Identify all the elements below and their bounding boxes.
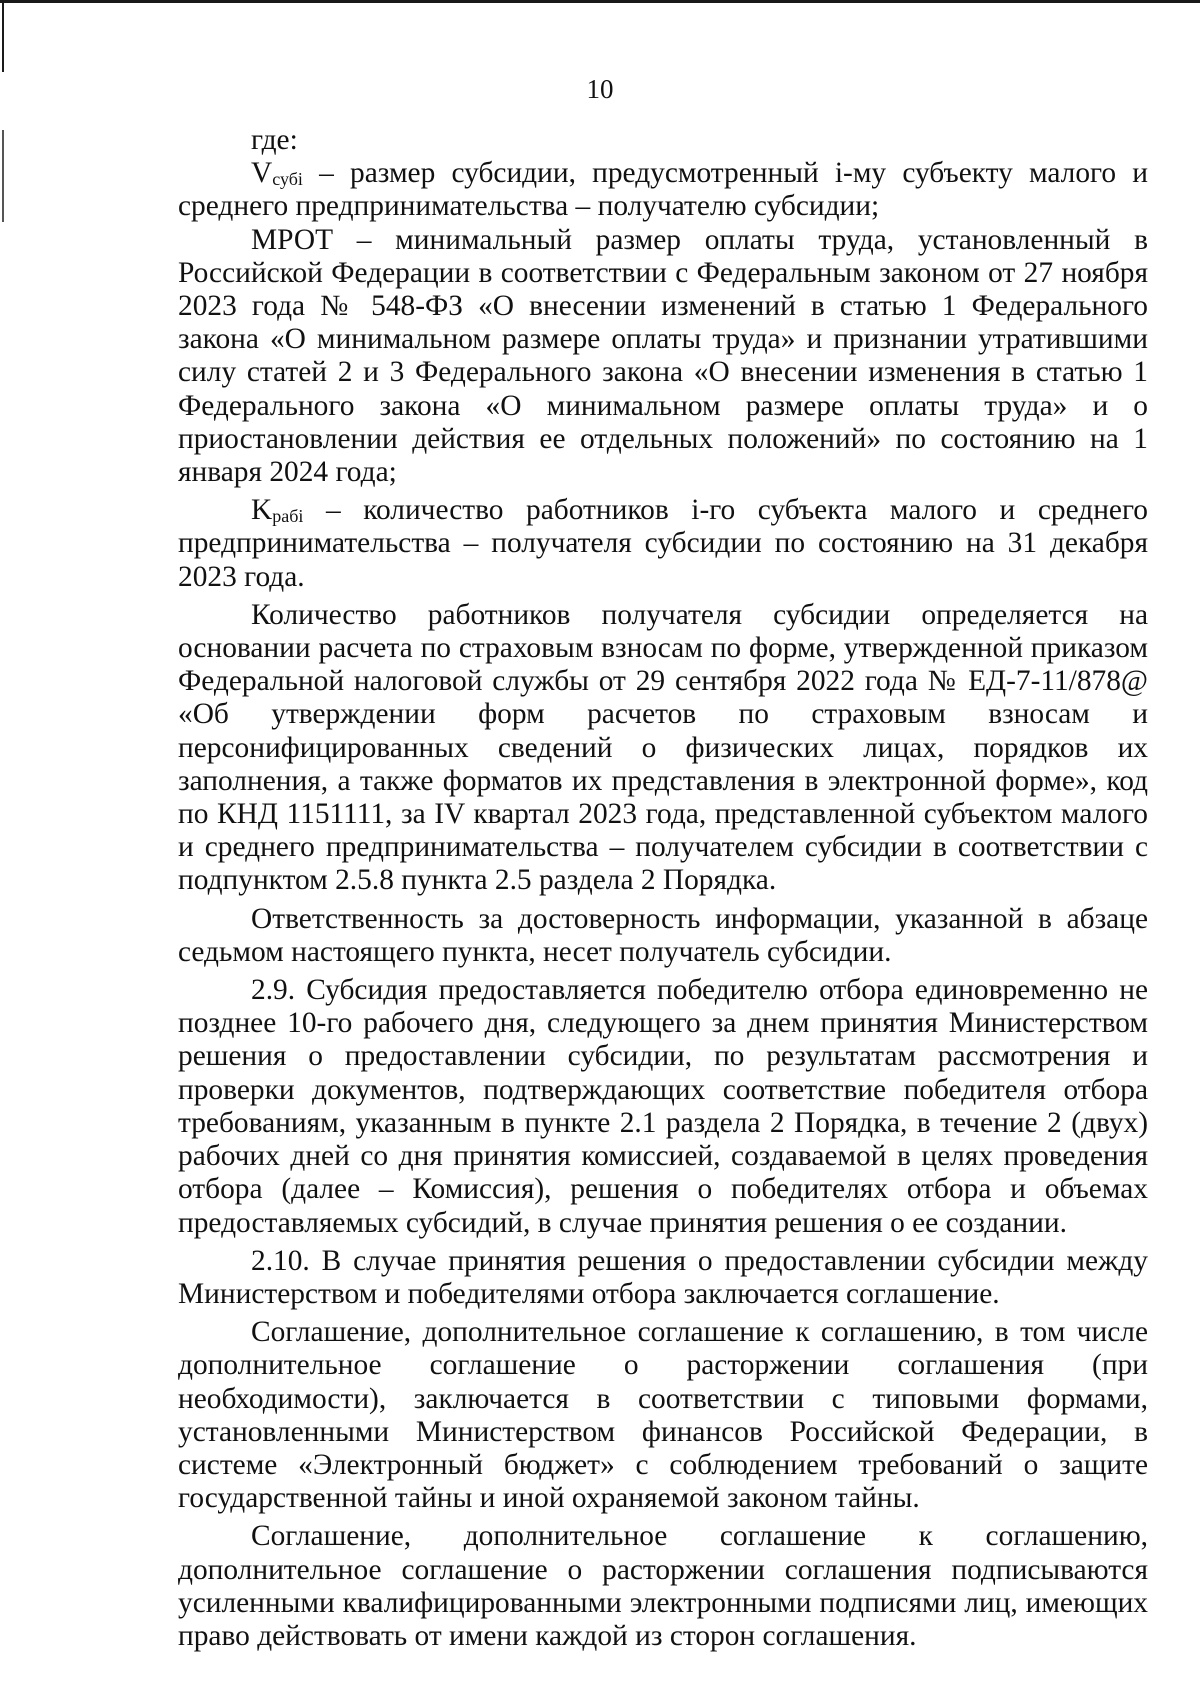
paragraph-k-text: – количество работников i-го субъекта малого и среднего предпринимательства – получателя субсидии по состоянию на 31 декабря 2023 года. [178,494,1148,593]
symbol-k-subscript: рабi [272,506,304,527]
scan-border-left [2,0,4,72]
paragraph-k-workers [178,494,1148,594]
scan-border-left-lower [2,130,4,222]
paragraph-2-10: 2.10. В случае принятия решения о предоставлении субсидии между Министерством и победителями отбора заключается соглашение. [178,1244,1148,1310]
paragraph-agreement-forms: Соглашение, дополнительное соглашение к соглашению, в том числе дополнительное соглашение о расторжении соглашения (при необходимости), заключается в соответствии с типовыми формами, установленными Министерством финансов Российской Федерации, в системе «Электронный бюджет» с соблюдением требований о защите государственной тайны и иной охраняемой законом тайны. [178,1316,1148,1515]
symbol-k: K [251,494,273,527]
paragraph-2-9: 2.9. Субсидия предоставляется победителю отбора единовременно не позднее 10-го рабочего дня, следующего за днем принятия Министерством решения о предоставлении субсидии, по результатам рассмотрения и проверки документов, подтверждающих соответствие победителя отбора требованиям, указанным в пункте 2.1 раздела 2 Порядка, в течение 2 (двух) рабочих дней со дня принятия комиссией, создаваемой в целях проведения отбора (далее – Комиссия), решения о победителях отбора и объемах предоставляемых субсидий, в случае принятия решения о ее создании. [178,974,1148,1239]
scan-border-top [0,0,1200,3]
paragraph-worker-count: Количество работников получателя субсидии определяется на основании расчета по страховым взносам по форме, утвержденной приказом Федеральной налоговой службы от 29 сентября 2022 года № ЕД-7-11/878@ «Об утверждении форм расчетов по страховым взносам и персонифицированных сведений о физических лицах, порядков их заполнения, а также форматов их представления в электронной форме», код по КНД 1151111, за IV квартал 2023 года, представленной субъектом малого и среднего предпринимательства – получателем субсидии в соответствии с подпунктом 2.5.8 пункта 2.5 раздела 2 Порядка. [178,598,1148,897]
symbol-v: V [251,157,273,190]
paragraph-v-subsidy [178,157,1148,223]
symbol-v-subscript: субi [272,169,303,190]
paragraph-agreement-signatures: Соглашение, дополнительное соглашение к соглашению, дополнительное соглашение о расторжении соглашения подписываются усиленными квалифицированными электронными подписями лиц, имеющих право действовать от имени каждой из сторон соглашения. [178,1520,1148,1652]
paragraph-responsibility: Ответственность за достоверность информации, указанной в абзаце седьмом настоящего пункта, несет получатель субсидии. [178,902,1148,968]
document-body [178,124,1148,1653]
paragraph-mrot: МРОТ – минимальный размер оплаты труда, установленный в Российской Федерации в соответствии с Федеральным законом от 27 ноября 2023 года № 548-ФЗ «О внесении изменений в статью 1 Федерального закона «О минимальном размере оплаты труда» и признании утратившими силу статей 2 и 3 Федерального закона «О внесении изменения в статью 1 Федерального закона «О минимальном размере оплаты труда» и о приостановлении действия ее отдельных положений» по состоянию на 1 января 2024 года; [178,223,1148,489]
page-number: 10 [586,74,614,104]
paragraph-where: где: [251,124,298,156]
paragraph-v-text: – размер субсидии, предусмотренный i-му субъекту малого и среднего предпринимательства – получателю субсидии; [178,157,1148,223]
